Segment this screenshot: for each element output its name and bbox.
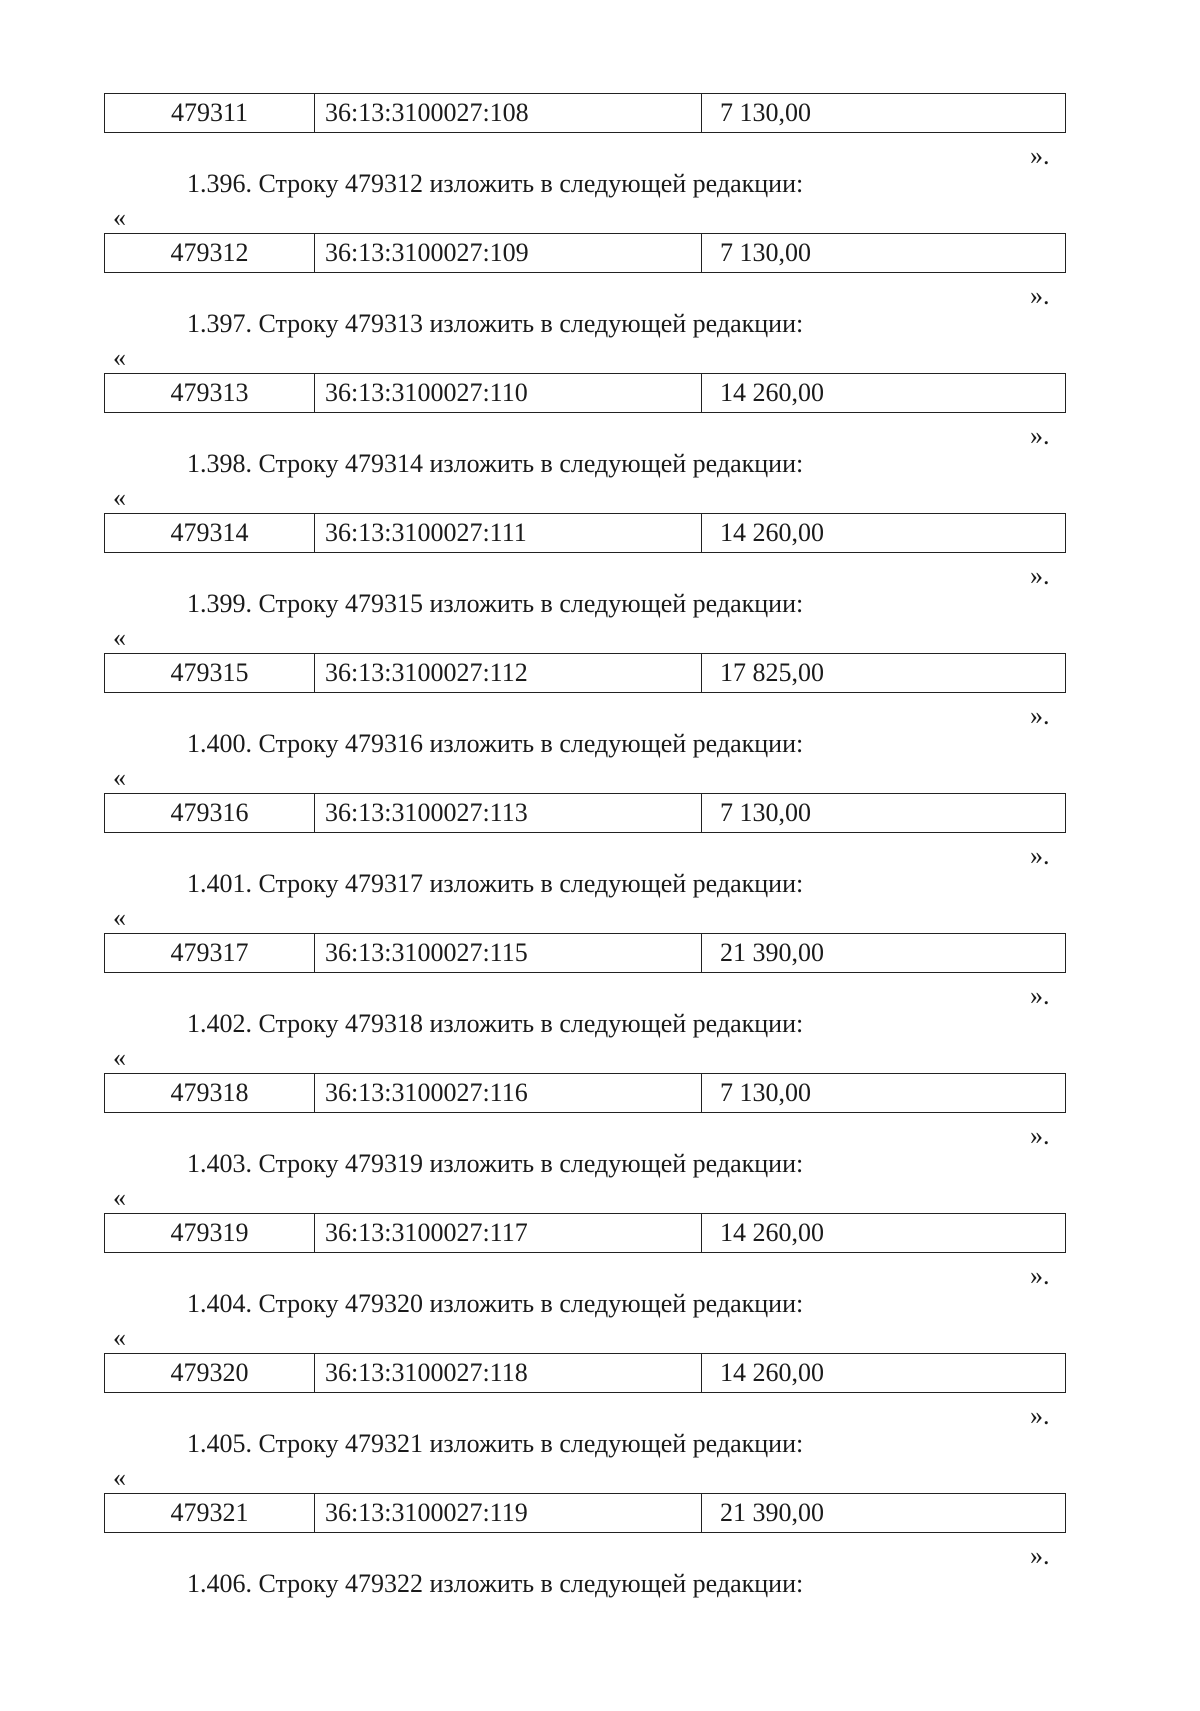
row-id-cell: 479313	[105, 374, 315, 412]
table-row	[104, 233, 1066, 273]
table-row	[104, 933, 1066, 973]
closing-quote: ».	[1030, 701, 1050, 730]
opening-quote: «	[113, 1323, 126, 1352]
cadastral-number-cell: 36:13:3100027:113	[315, 794, 702, 832]
opening-quote: «	[113, 203, 126, 232]
table-row	[104, 793, 1066, 833]
row-id-cell: 479311	[105, 94, 315, 132]
closing-quote: ».	[1030, 981, 1050, 1010]
closing-quote: ».	[1030, 421, 1050, 450]
amendment-heading: 1.404. Строку 479320 изложить в следующей редакции:	[187, 1289, 804, 1318]
row-id-cell: 479318	[105, 1074, 315, 1112]
closing-quote: ».	[1030, 141, 1050, 170]
table-row	[104, 513, 1066, 553]
amount-cell: 7 130,00	[720, 1078, 811, 1107]
opening-quote: «	[113, 1043, 126, 1072]
opening-quote: «	[113, 623, 126, 652]
closing-quote: ».	[1030, 1121, 1050, 1150]
cadastral-number-cell: 36:13:3100027:117	[315, 1214, 702, 1252]
table-row	[104, 1353, 1066, 1393]
amendment-heading: 1.396. Строку 479312 изложить в следующей редакции:	[187, 169, 804, 198]
cadastral-number-cell: 36:13:3100027:108	[315, 94, 702, 132]
row-id-cell: 479320	[105, 1354, 315, 1392]
row-id-cell: 479312	[105, 234, 315, 272]
cadastral-number-cell: 36:13:3100027:116	[315, 1074, 702, 1112]
row-id-cell: 479317	[105, 934, 315, 972]
cadastral-number-cell: 36:13:3100027:109	[315, 234, 702, 272]
amount-cell: 21 390,00	[720, 938, 824, 967]
row-id-cell: 479319	[105, 1214, 315, 1252]
amount-cell: 14 260,00	[720, 518, 824, 547]
row-id-cell: 479314	[105, 514, 315, 552]
amendment-heading: 1.398. Строку 479314 изложить в следующей редакции:	[187, 449, 804, 478]
amount-cell: 17 825,00	[720, 658, 824, 687]
amendment-heading: 1.399. Строку 479315 изложить в следующей редакции:	[187, 589, 804, 618]
amount-cell: 7 130,00	[720, 798, 811, 827]
table-row	[104, 1493, 1066, 1533]
cadastral-number-cell: 36:13:3100027:110	[315, 374, 702, 412]
amount-cell: 14 260,00	[720, 378, 824, 407]
amount-cell: 14 260,00	[720, 1358, 824, 1387]
cadastral-number-cell: 36:13:3100027:112	[315, 654, 702, 692]
closing-quote: ».	[1030, 281, 1050, 310]
amendment-heading: 1.400. Строку 479316 изложить в следующей редакции:	[187, 729, 804, 758]
opening-quote: «	[113, 1183, 126, 1212]
cadastral-number-cell: 36:13:3100027:115	[315, 934, 702, 972]
closing-quote: ».	[1030, 1541, 1050, 1570]
amendment-heading: 1.406. Строку 479322 изложить в следующей редакции:	[187, 1569, 804, 1598]
amount-cell: 14 260,00	[720, 1218, 824, 1247]
opening-quote: «	[113, 763, 126, 792]
amendment-heading: 1.402. Строку 479318 изложить в следующей редакции:	[187, 1009, 804, 1038]
table-row	[104, 373, 1066, 413]
closing-quote: ».	[1030, 1261, 1050, 1290]
amendment-heading: 1.403. Строку 479319 изложить в следующей редакции:	[187, 1149, 804, 1178]
amendment-heading: 1.397. Строку 479313 изложить в следующей редакции:	[187, 309, 804, 338]
row-id-cell: 479316	[105, 794, 315, 832]
cadastral-number-cell: 36:13:3100027:119	[315, 1494, 702, 1532]
closing-quote: ».	[1030, 561, 1050, 590]
opening-quote: «	[113, 1463, 126, 1492]
amount-cell: 7 130,00	[720, 238, 811, 267]
amendment-heading: 1.405. Строку 479321 изложить в следующей редакции:	[187, 1429, 804, 1458]
amount-cell: 7 130,00	[720, 98, 811, 127]
closing-quote: ».	[1030, 1401, 1050, 1430]
closing-quote: ».	[1030, 841, 1050, 870]
amendment-heading: 1.401. Строку 479317 изложить в следующей редакции:	[187, 869, 804, 898]
opening-quote: «	[113, 483, 126, 512]
opening-quote: «	[113, 903, 126, 932]
table-row	[104, 653, 1066, 693]
table-row	[104, 1073, 1066, 1113]
row-id-cell: 479315	[105, 654, 315, 692]
opening-quote: «	[113, 343, 126, 372]
table-row	[104, 1213, 1066, 1253]
cadastral-number-cell: 36:13:3100027:118	[315, 1354, 702, 1392]
row-id-cell: 479321	[105, 1494, 315, 1532]
cadastral-number-cell: 36:13:3100027:111	[315, 514, 702, 552]
amount-cell: 21 390,00	[720, 1498, 824, 1527]
table-row	[104, 93, 1066, 133]
